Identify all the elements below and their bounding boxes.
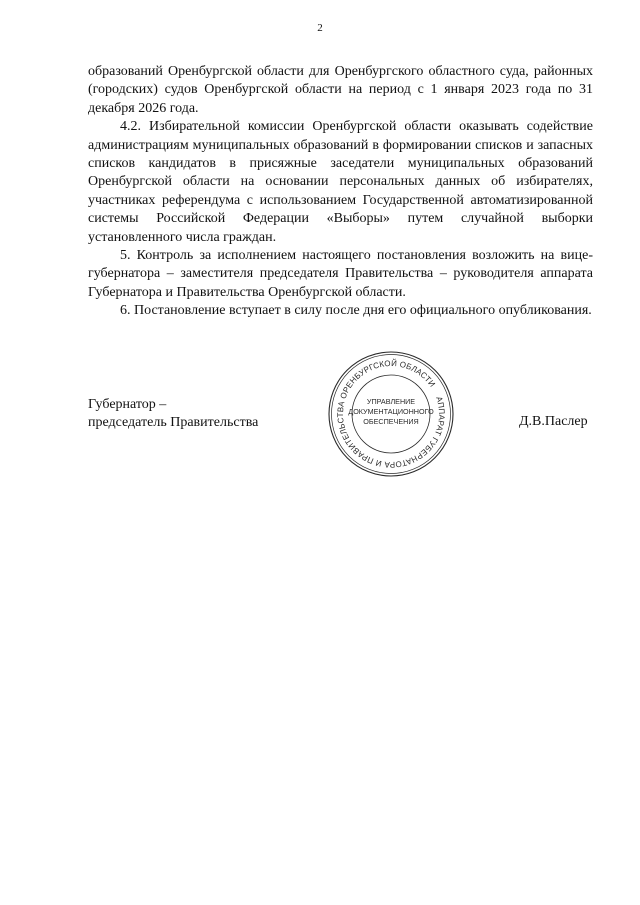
paragraph-5: 5. Контроль за исполнением настоящего постановления возложить на вице-губернатора – заместителя председателя Правительства – руководителя аппарата Губернатора и Правительства Оренбургской области. — [88, 248, 593, 300]
seal-graphic — [326, 349, 456, 479]
seal-center-line-3: ОБЕСПЕЧЕНИЯ — [363, 417, 419, 426]
signatory-position — [88, 396, 258, 433]
seal-ring-textpath: АППАРАТ ГУБЕРНАТОРА И ПРАВИТЕЛЬСТВА ОРЕНБУРГСКОЙ ОБЛАСТИ — [335, 358, 447, 470]
signatory-position-line-1: Губернатор – — [88, 397, 167, 412]
paragraph-4-2: 4.2. Избирательной комиссии Оренбургской области оказывать содействие администрациям муниципальных образований в формировании списков и запасных списков кандидатов в присяжные заседатели муниципальных образований Оренбургской области на основании персональных данных об избирателях, участниках референдума с использованием Государственной автоматизированной системы Российской Федерации «Выборы» путем случайной выборки установленного числа граждан. — [88, 119, 593, 245]
document-body — [88, 63, 593, 321]
page-number: 2 — [317, 22, 323, 34]
paragraph-continuation: образований Оренбургской области для Оренбургского областного суда, районных (городских) судов Оренбургской области на период с 1 января 2023 года по 31 декабря 2026 года. — [88, 64, 593, 116]
paragraph-6: 6. Постановление вступает в силу после дня его официального опубликования. — [120, 303, 592, 319]
signatory-name: Д.В.Паслер — [519, 414, 588, 429]
signatory-position-line-2: председатель Правительства — [88, 415, 259, 431]
seal-center-line-2: ДОКУМЕНТАЦИОННОГО — [348, 407, 434, 416]
official-seal — [326, 349, 456, 479]
seal-center-line-1: УПРАВЛЕНИЕ — [366, 397, 416, 406]
